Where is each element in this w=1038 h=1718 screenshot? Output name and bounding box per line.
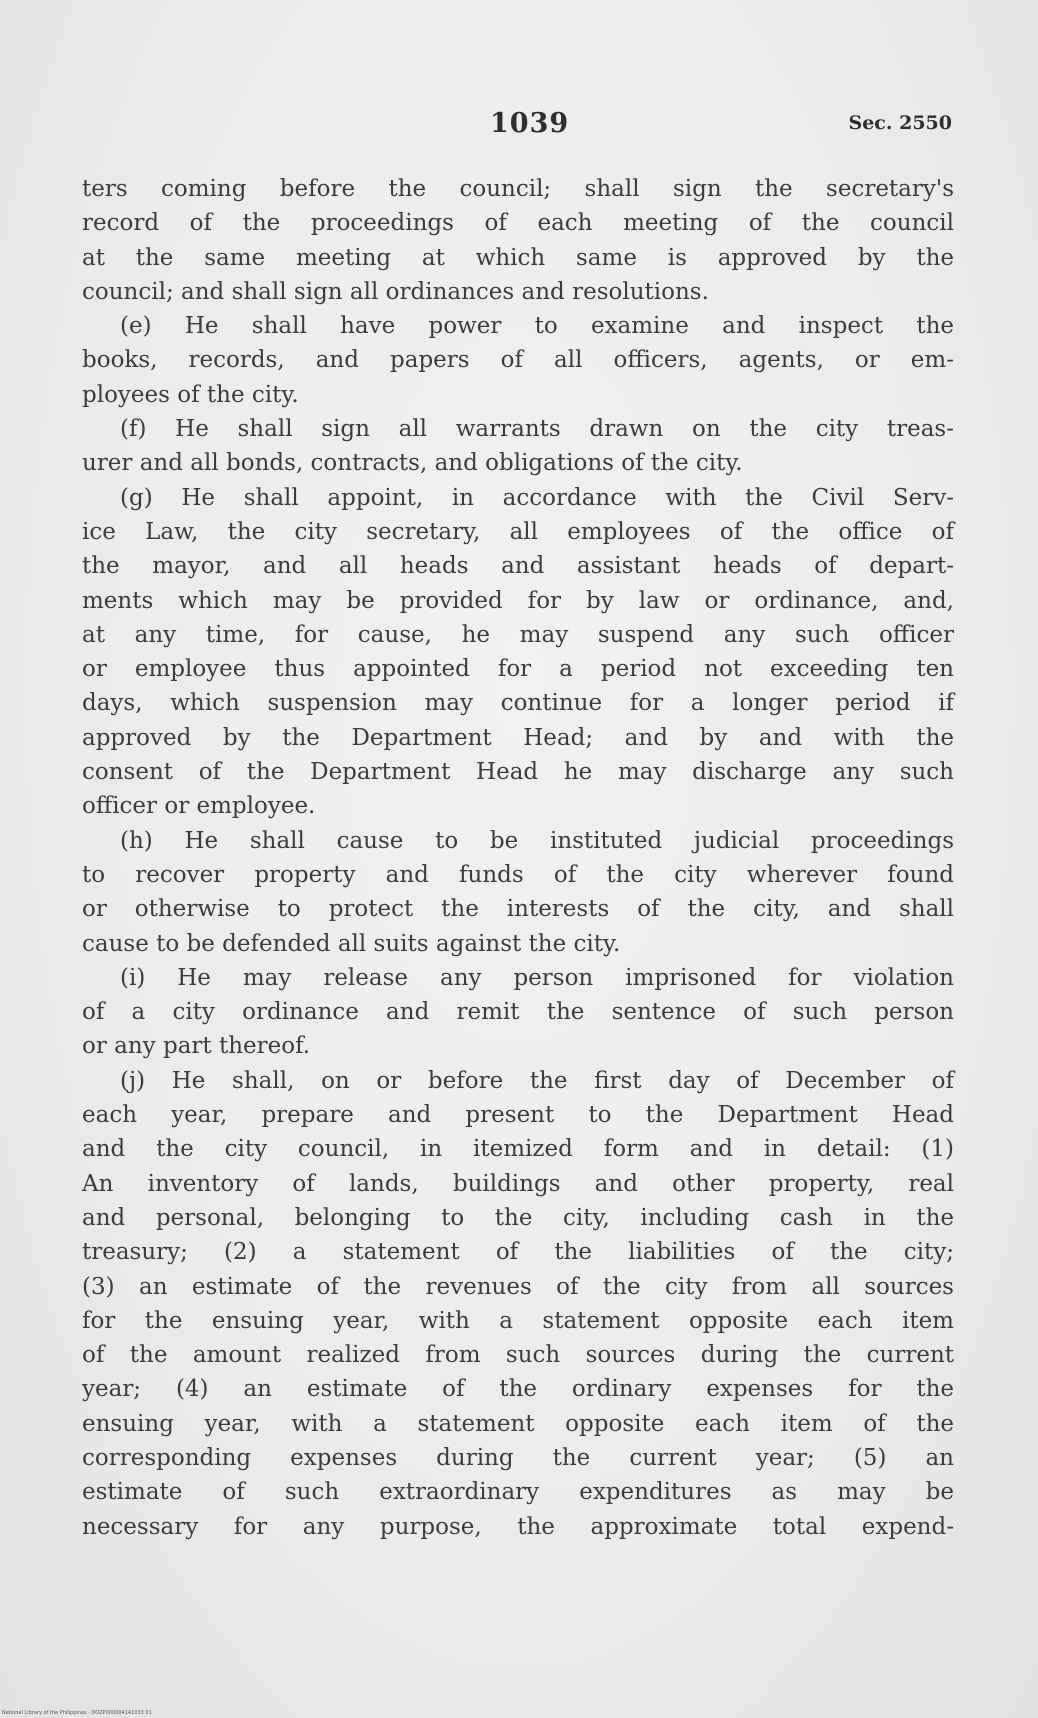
text-line: the mayor, and all heads and assistant heads of depart- <box>82 553 954 580</box>
text-line: treasury; (2) a statement of the liabilities of the city; <box>82 1239 954 1266</box>
text-line: An inventory of lands, buildings and other property, real <box>82 1170 954 1197</box>
text-line: or employee thus appointed for a period not exceeding ten <box>82 656 954 683</box>
text-line: at any time, for cause, he may suspend any such officer <box>82 621 954 648</box>
text-line: to recover property and funds of the city wherever found <box>82 861 954 888</box>
text-line: (h) He shall cause to be instituted judicial proceedings <box>120 827 954 854</box>
text-line: consent of the Department Head he may discharge any such <box>82 759 954 786</box>
text-line: (3) an estimate of the revenues of the city from all sources <box>82 1273 954 1300</box>
text-line: and the city council, in itemized form and in detail: (1) <box>82 1136 954 1163</box>
text-line: for the ensuing year, with a statement opposite each item <box>82 1307 954 1334</box>
body-text <box>82 172 954 1544</box>
text-line: approved by the Department Head; and by and with the <box>82 724 954 751</box>
text-line: ployees of the city. <box>82 381 299 408</box>
text-line: estimate of such extraordinary expenditures as may be <box>82 1479 954 1506</box>
text-line: of a city ordinance and remit the sentence of such person <box>82 999 954 1026</box>
text-line: ments which may be provided for by law or ordinance, and, <box>82 587 954 614</box>
page-header <box>82 108 952 148</box>
text-line: or any part thereof. <box>82 1033 311 1060</box>
text-line: officer or employee. <box>82 793 316 820</box>
text-line: necessary for any purpose, the approximate total expend- <box>82 1513 954 1540</box>
text-line: (e) He shall have power to examine and inspect the <box>120 313 954 340</box>
text-line: year; (4) an estimate of the ordinary expenses for the <box>82 1376 954 1403</box>
text-line: corresponding expenses during the current year; (5) an <box>82 1444 954 1471</box>
text-line: ensuing year, with a statement opposite each item of the <box>82 1410 954 1437</box>
text-line: or otherwise to protect the interests of the city, and shall <box>82 896 954 923</box>
text-line: (j) He shall, on or before the first day of December of <box>120 1067 954 1094</box>
text-line: record of the proceedings of each meeting of the council <box>82 210 954 237</box>
text-line: council; and shall sign all ordinances and resolutions. <box>82 278 709 305</box>
text-line: books, records, and papers of all officers, agents, or em- <box>82 347 954 374</box>
text-line: ice Law, the city secretary, all employees of the office of <box>82 518 954 545</box>
text-line: cause to be defended all suits against the city. <box>82 930 621 957</box>
text-line: days, which suspension may continue for a longer period if <box>82 690 954 717</box>
text-line: (g) He shall appoint, in accordance with the Civil Serv- <box>120 484 954 511</box>
text-line: and personal, belonging to the city, including cash in the <box>82 1204 954 1231</box>
text-line: ters coming before the council; shall sign the secretary's <box>82 176 954 202</box>
text-line: of the amount realized from such sources during the current <box>82 1342 954 1369</box>
text-line: each year, prepare and present to the Department Head <box>82 1102 954 1129</box>
text-line: (f) He shall sign all warrants drawn on the city treas- <box>120 416 954 443</box>
section-reference: Sec. 2550 <box>848 112 952 134</box>
text-line: (i) He may release any person imprisoned for violation <box>120 964 954 991</box>
text-line: urer and all bonds, contracts, and obligations of the city. <box>82 450 743 477</box>
scan-credit: National Library of the Philippines · DOZP000004141033 01 <box>2 1710 152 1716</box>
page-number: 1039 <box>490 108 570 139</box>
text-line: at the same meeting at which same is approved by the <box>82 244 954 271</box>
